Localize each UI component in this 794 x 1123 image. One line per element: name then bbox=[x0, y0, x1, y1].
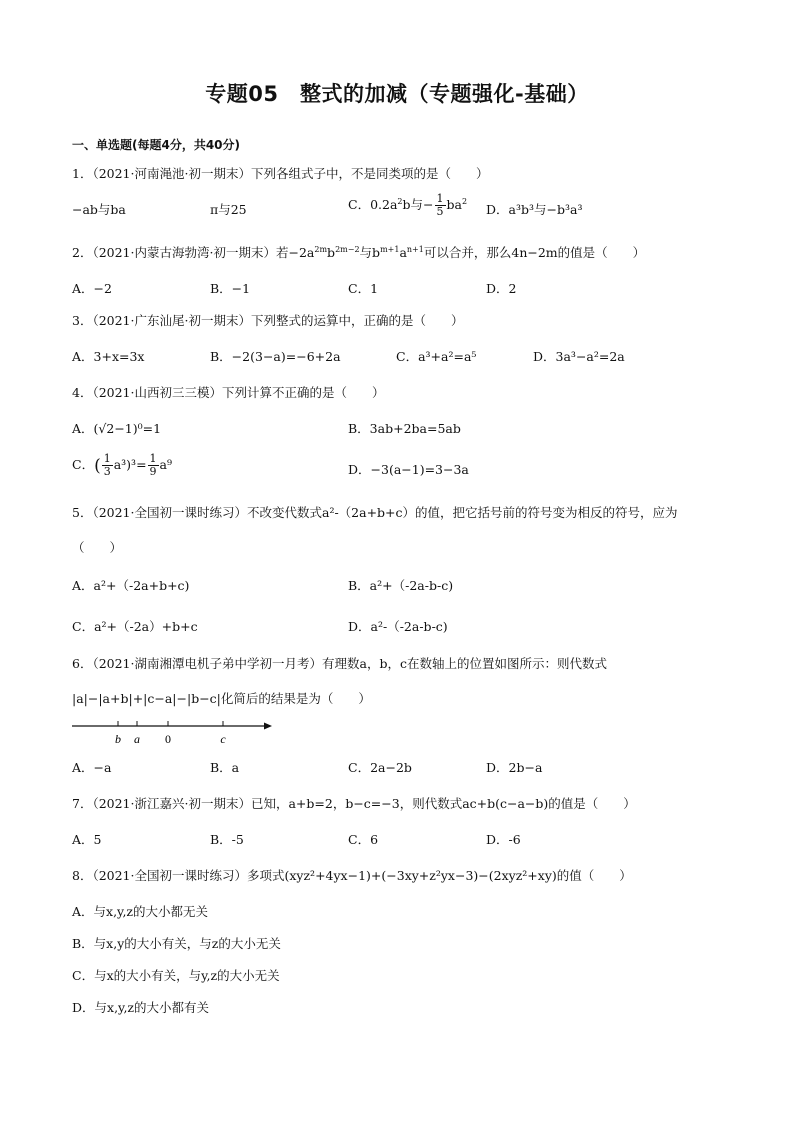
q2-option-d: D．2 bbox=[486, 281, 517, 296]
q6-stem: 6．（2021·湖南湘潭电机子弟中学初一月考）有理数a，b，c在数轴上的位置如图所示：则代数式 bbox=[72, 656, 607, 671]
q4-option-c-num1: 1 bbox=[103, 452, 111, 465]
q4-option-c-den2: 9 bbox=[149, 465, 157, 478]
q7-stem: 7．（2021·浙江嘉兴·初一期末）已知，a+b=2，b−c=−3，则代数式ac+b(c−a−b)的值是（ ） bbox=[72, 796, 636, 811]
number-line-figure bbox=[72, 716, 282, 750]
q4-option-c-frac1 bbox=[102, 453, 113, 478]
label-c: c bbox=[220, 732, 226, 746]
q2-exp2: m+1 bbox=[380, 245, 400, 254]
section-heading: 一、单选题(每题4分，共40分) bbox=[72, 138, 241, 152]
q2-expr1b: b bbox=[327, 245, 336, 260]
q8-stem: 8．（2021·全国初一课时练习）多项式(xyz²+4yx−1)+(−3xy+z²yx−3)−(2xyz²+xy)的值（ ） bbox=[72, 868, 632, 883]
q8-option-c: C．与x的大小有关，与y,z的大小无关 bbox=[72, 968, 280, 983]
q6-option-a: A．−a bbox=[72, 760, 112, 775]
q4-option-c-frac2 bbox=[148, 453, 159, 478]
number-line-arrow bbox=[264, 723, 272, 730]
q4-option-c: C．( $\frac{1}{3}$ a³)³= $\frac{1}{9}$ a⁹ bbox=[72, 452, 173, 478]
q2-expr1: −2a bbox=[288, 245, 315, 260]
q8-option-b: B．与x,y的大小有关，与z的大小无关 bbox=[72, 936, 281, 951]
q5-option-b: B．a²+（-2a-b-c) bbox=[348, 578, 454, 593]
q2-exp2b: n+1 bbox=[406, 245, 424, 254]
q4-option-c-num2: 1 bbox=[149, 452, 157, 465]
q1-option-d-label: D． bbox=[486, 202, 509, 217]
q6-option-b: B．a bbox=[210, 760, 240, 775]
q8-option-a: A．与x,y,z的大小都无关 bbox=[72, 904, 209, 919]
q4-option-c-mid: a³)³= bbox=[113, 457, 147, 472]
q2-and: 与 bbox=[359, 245, 373, 260]
q1-option-c-label: C． bbox=[348, 197, 371, 212]
q1-option-c-den: 5 bbox=[436, 205, 444, 218]
q2-stem bbox=[72, 243, 645, 261]
q2-option-a: A．−2 bbox=[72, 281, 112, 296]
q1-option-b: π与25 bbox=[210, 202, 247, 217]
q5-stem-brackets: （ ） bbox=[72, 540, 123, 555]
q2-exp1b: 2m−2 bbox=[335, 245, 360, 254]
q2-exp1: 2m bbox=[314, 245, 328, 254]
q4-option-b: B．3ab+2ba=5ab bbox=[348, 421, 461, 436]
q6-option-c: C．2a−2b bbox=[348, 760, 412, 775]
q8-option-d: D．与x,y,z的大小都有关 bbox=[72, 1000, 210, 1015]
q4-option-d: D．−3(a−1)=3−3a bbox=[348, 462, 469, 477]
q1-option-c-mid: b与− bbox=[402, 197, 434, 212]
q3-stem: 3．（2021·广东汕尾·初一期末）下列整式的运算中，正确的是（ ） bbox=[72, 313, 464, 328]
q7-option-b: B．-5 bbox=[210, 832, 244, 847]
q6-expression bbox=[72, 689, 371, 707]
q5-option-d: D．a²-（-2a-b-c) bbox=[348, 619, 448, 634]
q4-stem: 4．（2021·山西初三三模）下列计算不正确的是（ ） bbox=[72, 385, 385, 400]
q5-option-c: C．a²+（-2a）+b+c bbox=[72, 619, 198, 634]
q6-expr: |a|−|a+b|+|c−a|−|b−c| bbox=[72, 691, 221, 706]
q7-option-d: D．-6 bbox=[486, 832, 521, 847]
q2-stem-post: 可以合并，那么4n−2m的值是（ ） bbox=[423, 245, 646, 260]
q1-option-a: −ab与ba bbox=[72, 202, 126, 217]
q1-stem: 1．（2021·河南渑池·初一期末）下列各组式子中，不是同类项的是（ ） bbox=[72, 166, 489, 181]
q3-option-c: C．a³+a²=a⁵ bbox=[396, 349, 477, 364]
q2-stem-pre: 2．（2021·内蒙古海勃湾·初一期末）若 bbox=[72, 245, 289, 260]
q1-option-c-right: ba bbox=[446, 197, 462, 212]
q1-option-d bbox=[486, 200, 582, 218]
q7-option-a: A．5 bbox=[72, 832, 102, 847]
q2-expr2b: a bbox=[399, 245, 407, 260]
label-zero: 0 bbox=[165, 732, 171, 746]
q3-option-b: B．−2(3−a)=−6+2a bbox=[210, 349, 341, 364]
q6-option-d: D．2b−a bbox=[486, 760, 543, 775]
q1-option-c-left: 0.2a bbox=[370, 197, 398, 212]
q1-option-d-text: a³b³与−b³a³ bbox=[508, 202, 583, 217]
q2-option-b: B．−1 bbox=[210, 281, 251, 296]
label-b: b bbox=[115, 732, 121, 746]
q6-expr-post: 化简后的结果是为（ ） bbox=[220, 691, 371, 706]
q3-option-d: D．3a³−a²=2a bbox=[533, 349, 625, 364]
q1-option-c-num: 1 bbox=[436, 192, 444, 205]
q1-option-c-fraction bbox=[435, 193, 446, 218]
q7-option-c: C．6 bbox=[348, 832, 379, 847]
page-title: 专题05 整式的加减（专题强化-基础） bbox=[205, 82, 589, 106]
q5-option-a: A．a²+（-2a+b+c) bbox=[72, 578, 190, 593]
label-a: a bbox=[134, 732, 140, 746]
q2-option-c: C．1 bbox=[348, 281, 379, 296]
q4-option-c-den1: 3 bbox=[103, 465, 111, 478]
q1-option-c: C．$0.2a^2b$与− $\frac{1}{5}$ $ba^2$ bbox=[348, 192, 468, 218]
q4-option-c-label: C． bbox=[72, 457, 95, 472]
q4-option-a: A．(√2−1)⁰=1 bbox=[72, 421, 162, 436]
q5-stem: 5．（2021·全国初一课时练习）不改变代数式a²-（2a+b+c）的值，把它括号前的符号变为相反的符号，应为 bbox=[72, 505, 678, 520]
q4-option-c-tail: a⁹ bbox=[159, 457, 173, 472]
q2-expr2: b bbox=[372, 245, 381, 260]
q3-option-a: A．3+x=3x bbox=[72, 349, 145, 364]
